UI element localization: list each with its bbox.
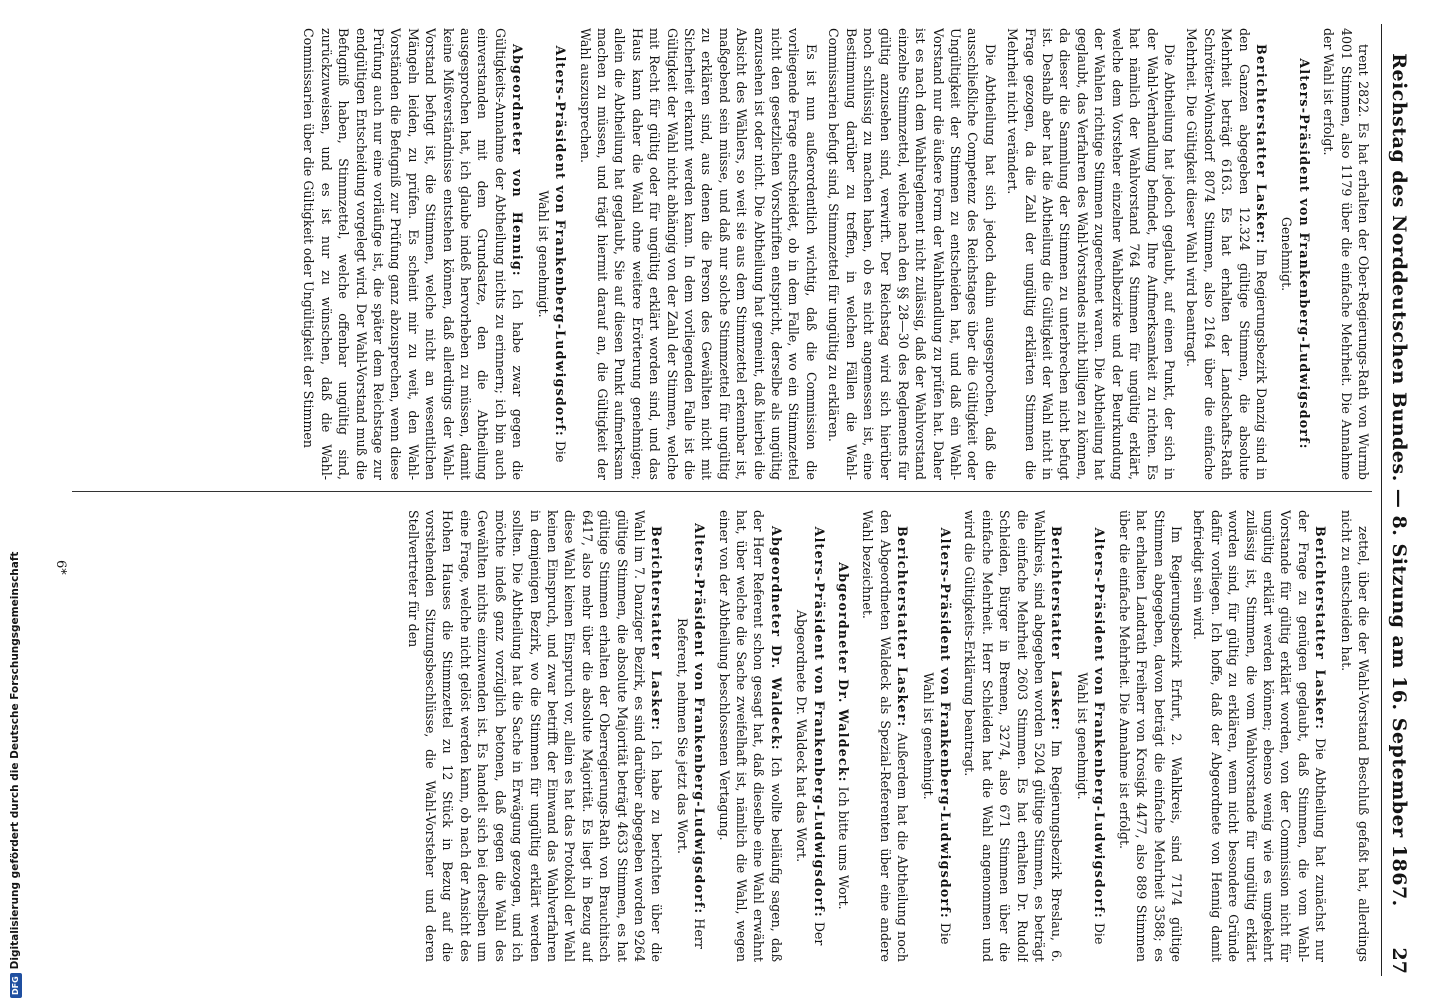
paragraph-text: Die Wahl ist genehmigt. [535, 190, 569, 463]
left-column-paragraph [825, 28, 999, 480]
left-column-paragraph [300, 28, 526, 480]
dfg-logo-icon: DFG [10, 973, 22, 998]
paragraph-text: Es ist nun außerordentlich wichtig, daß die Commission die vorliegende Frage entscheidet, ob in dem Falle, wo ein Stimmzettel nicht den gesetzlichen Vorschriften entspricht, derselbe als ungültig anzusehen ist oder nicht. Die Abtheilung hat gemeint, daß hierbei die Absicht des Wählers, so weit sie aus dem Stimmzettel erkennbar ist, maßgebend sein müsse, und daß nur solche Stimmzettel für ungültig zu erklären sind, aus denen die Person des Gewählten nicht mit Sicherheit erkannt werden kann. In dem vorliegenden Falle ist die Gültigkeit der Wahl nicht abhängig von der Zahl der Stimmen, welche mit Recht für gültig oder für ungültig erklärt worden sind, und das Haus kann daher die Wahl ohne weitere Erörterung genehmigen; allein die Abtheilung hat geglaubt, Sie auf diesen Punkt aufmerksam machen zu müssen, und trägt hiermit darauf an, die Gültigkeit der Wahl auszusprechen. [577, 28, 819, 480]
paragraph-text: Im Regierungsbezirk Breslau, 6. Wahlkreis, sind abgegeben worden 5204 gültige Stimmen, es beträgt die einfache Mehrheit 2603 Stimmen. Es hat erhalten Dr. Rudolf Schleiden, Bürger in Bremen, 3274, also 671 Stimmen über die einfache Mehrheit. Herr Schleiden hat die Wahl angenommen und wird die Gültigkeits-Erklärung beantragt. [962, 510, 1065, 962]
left-column-paragraph [1320, 28, 1372, 480]
speaker-name: Alters-Präsident von Frankenberg-Ludwigsdorf: [692, 523, 708, 915]
paragraph-text: Die Abtheilung hat sich jedoch dahin ausgesprochen, daß die ausschließliche Competenz des Reichstages über die Gültigkeit oder Ungültigkeit der Stimmen zu entscheiden hat, und daß ein Wahl-Vorstand nur die äußere Form der Wahlhandlung zu prüfen hat. Daher ist es nach dem Wahlreglement nicht zulässig, daß der Wahlvorstand einzelne Stimmzettel, welche nach den §§ 28—30 des Reglements für gültig anzusehen sind, verwirft. Der Reichstag wird sich hierüber noch schlüssig zu machen haben, ob es nicht angemessen ist, eine Bestimmung darüber zu treffen, in welchen Fällen die Wahl-Commissarien befugt sind, Stimmzettel für ungültig zu erklären. [826, 28, 998, 480]
right-column [72, 510, 1372, 962]
paragraph-text: zettel, über die der Wahl-Vorstand Beschluß gefaßt hat, allerdings nicht zu entscheiden hat. [1338, 510, 1371, 962]
speaker-name: Abgeordneter von Hennig: [510, 44, 526, 277]
page-title: Reichstag des Norddeutschen Bundes. — 8. Sitzung am 16. September 1867. [1388, 53, 1410, 907]
left-column [72, 28, 1372, 480]
sheet-mark: 6* [53, 560, 68, 575]
right-column-paragraph [1190, 510, 1329, 962]
right-column-paragraph [835, 510, 852, 962]
speaker-name: Berichterstatter Lasker: [1049, 526, 1065, 732]
paragraph-text: Ich habe zwar gegen die Gültigkeits-Annahme der Abtheilung nichts zu erinnern; ich bin auch einverstanden mit dem Grundsatze, den die Abtheilung ausgesprochen hat, ich glaube indeß hervorheben zu müssen, damit keine Mißverständnisse entstehen können, daß allerdings der Wahl-Vorstand befugt ist, die Stimmen, welche nicht an wesentlichen Mängeln leiden, zu prüfen. Es scheint mir zu weit, den Wahl-Vorständen die Befugniß zur Prüfung ganz abzusprechen, wenn diese Prüfung auch nur eine vorläufige ist, die später dem Reichstage zur endgültigen Entscheidung vorgelegt wird. Der Wahl-Vorstand muß die Befugniß haben, Stimmzettel, welche offenbar ungültig sind, zurückzuweisen, und es ist nur zu wünschen, daß die Wahl-Commissarien über die Gültigkeit oder Ungültigkeit der Stimmen [301, 28, 526, 480]
page-number: 27 [1388, 947, 1410, 974]
speaker-name: Berichterstatter Lasker: [1313, 526, 1329, 731]
footer-credit-text: Digitalisierung gefördert durch die Deutsche Forschungsgemeinschaft [9, 551, 21, 970]
right-column-paragraph [793, 510, 828, 962]
right-column-paragraph [715, 510, 785, 962]
right-column-paragraph [1337, 510, 1372, 962]
left-column-paragraph [576, 28, 820, 480]
left-column-paragraph [1183, 28, 1270, 480]
paragraph-text: Die Abtheilung hat zunächst nur der Frage zu genügen geglaubt, daß Stimmen, die vom Wahl-Vorstande für gültig erklärt worden, von der Commission nicht für ungültig erklärt werden können; ebenso wenig wie es umgekehrt zulässig ist, Stimmen, die vom Wahlvorstande für ungültig erklärt worden sind, für gültig zu erklären, wenn nicht besondere Gründe dafür vorliegen. Ich hoffe, daß der Abgeordnete von Hennig damit befriedigt sein wird. [1191, 510, 1329, 962]
speaker-name: Berichterstatter Lasker: [649, 526, 665, 732]
right-column-paragraph [919, 510, 954, 962]
paragraph-text: Der Abgeordnete Dr. Waldeck hat das Wort. [794, 609, 827, 946]
right-column-paragraph [404, 510, 665, 962]
paragraph-text: Außerdem hat die Abtheilung noch den Abgeordneten Waldeck als Spezial-Referenten über eine andere Wahl bezeichnet. [860, 510, 911, 962]
left-column-paragraph [534, 28, 569, 480]
paragraph-text: Die Wahl ist genehmigt. [1074, 672, 1108, 945]
right-column-paragraph [1115, 510, 1185, 962]
speaker-name: Abgeordneter Dr. Waldeck: [768, 526, 784, 751]
speaker-name: Alters-Präsident von Frankenberg-Ludwigsdorf: [1296, 58, 1312, 450]
right-column-paragraph [1074, 510, 1109, 962]
paragraph-text: Ich bitte ums Wort. [836, 786, 852, 910]
speaker-name: Berichterstatter Lasker: [1253, 44, 1269, 245]
paragraph-text: Die Abtheilung hat jedoch geglaubt, auf einen Punkt, der sich in der Wahl-Verhandlung befindet, Ihre Aufmerksamkeit zu richten. Es hat nämlich der Wahlvorstand 764 Stimmen für ungültig erklärt, welche dem Vorsteher einzelner Wahlbezirke und der Beurkundung der Wahlen richtige Stimmen zugerechnet waren. Die Abtheilung hat geglaubt, das Verfahren des Wahl-Vorstandes nicht billigen zu können, da dieser die Sammlung der Stimmen zu unterbrechen nicht befugt ist. Deshalb aber hat die Abtheilung die Gültigkeit der Wahl nicht in Frage gezogen, da die Zahl der ungültig erklärten Stimmen die Mehrheit nicht verändert. [1005, 28, 1177, 480]
paragraph-text: trent 2822. Es hat erhalten der Ober-Regierungs-Rath von Wurmb 4001 Stimmen, also 1179 über die einfache Mehrheit. Die Annahme der Wahl ist erfolgt. [1321, 28, 1371, 480]
speaker-name: Berichterstatter Lasker: [895, 526, 911, 728]
left-column-paragraph [1004, 28, 1178, 480]
right-column-paragraph [673, 510, 708, 962]
paragraph-text: Im Regierungsbezirk Erfurt, 2. Wahlkreis, sind 7174 gültige Stimmen abgegeben, davon beträgt die einfache Mehrheit 3588; es hat erhalten Landrath Freiherr von Krosigk 4477, also 889 Stimmen über die einfache Mehrheit. Die Annahme ist erfolgt. [1116, 510, 1184, 962]
paragraph-text: Genehmigt. [1279, 216, 1295, 292]
right-column-paragraph [859, 510, 911, 962]
paragraph-text: Die Wahl ist genehmigt. [920, 672, 954, 945]
speaker-name: Alters-Präsident von Frankenberg-Ludwigsdorf: [1092, 527, 1108, 919]
paragraph-text: Ich habe zu berichten über die Wahl im 7. Danziger Bezirk, es sind darüber abgegeben worden 9264 gültige Stimmen, die absolute Majorität beträgt 4633 Stimmen, es hat gültige Stimmen erhalten der Oberregierungs-Rath von Brauchitsch 6417, also mehr über die absolute Majorität. Es liegt in Bezug auf diese Wahl keinen Einspruch vor, allein es hat das Protokoll der Wahl keinen Einspruch, und zwar betrifft der Einwand das Wahlverfahren in demjenigen Bezirk, wo die Stimmen für ungültig erklärt werden sollten. Die Abtheilung hat die Sache in Erwägung gezogen, und ich möchte indeß ganz vorzüglich betonen, daß gegen die Wahl des Gewählten nichts einzuwenden ist. Es handelt sich bei derselben um eine Frage, welche nicht gelöst werden kann, ob nach der Ansicht des Hohen Hauses die Stimmzettel zu 12 Stück in Bezug auf die vorstehenden Sitzungsbeschlüsse, die Wahl-Vorsteher und deren Stellvertreter für den [405, 510, 665, 962]
running-head [1381, 24, 1412, 976]
paragraph-text: Im Regierungsbezirk Danzig sind in den Ganzen abgegeben 12.324 gültige Stimmen, die absolute Mehrheit beträgt 6163. Es hat erhalten der Landschafts-Rath Schrötter-Wohnsdorf 8074 Stimmen, also 2164 über die einfache Mehrheit. Die Gültigkeit dieser Wahl wird beantragt. [1184, 28, 1269, 480]
speaker-name: Abgeordneter Dr. Waldeck: [836, 562, 852, 783]
right-column-paragraph [961, 510, 1065, 962]
footer-credit [6, 551, 24, 998]
speaker-name: Alters-Präsident von Frankenberg-Ludwigsdorf: [553, 45, 569, 437]
speaker-name: Alters-Präsident von Frankenberg-Ludwigsdorf: [811, 526, 827, 918]
speaker-name: Alters-Präsident von Frankenberg-Ludwigsdorf: [938, 527, 954, 919]
left-column-paragraph [1278, 28, 1313, 480]
paragraph-text: Herr Referent, nehmen Sie jetzt das Wort. [674, 618, 708, 949]
column-divider [72, 491, 1372, 492]
paragraph-text: Ich wollte beiläufig sagen, daß der Herr Referent schon gesagt hat, daß dieselbe eine Wahl erwähnt hat, über welche die Sache zweifelhaft ist, nämlich die Wahl, wegen einer von der Abtheilung beschlossenen Vertagung. [716, 510, 784, 962]
